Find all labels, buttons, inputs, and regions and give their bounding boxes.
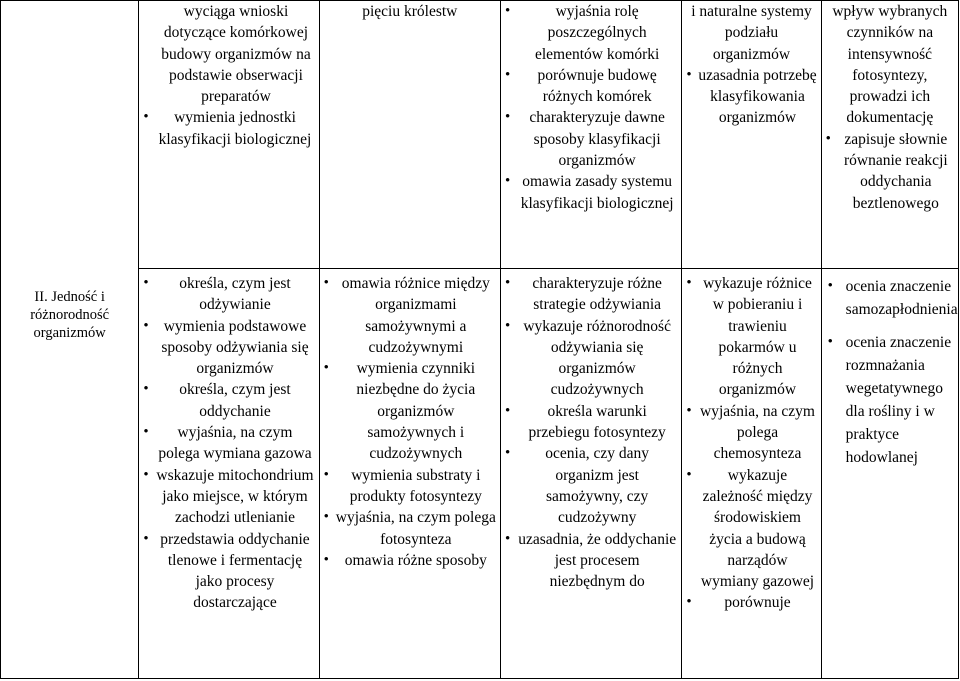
table-cell — [139, 1, 319, 269]
list-item: • wymienia substraty i produkty fotosyntezy — [324, 465, 496, 508]
table-cell — [682, 269, 821, 679]
list-item: • porównuje — [686, 592, 816, 613]
table-cell — [500, 269, 681, 679]
list-item: • uzasadnia potrzebę klasyfikowania organizmów — [686, 65, 816, 129]
list-item: • wymienia czynniki niezbędne do życia organizmów samożywnych i cudzożywnych — [324, 358, 496, 464]
list-item: • określa warunki przebiegu fotosyntezy — [505, 401, 677, 444]
list-item: • wyjaśnia, na czym polega wymiana gazowa — [143, 422, 314, 465]
table-cell — [500, 1, 681, 269]
list-item: • wyjaśnia, na czym polega chemosynteza — [686, 401, 816, 465]
table-row — [1, 1, 959, 269]
list-item: • wyjaśnia, na czym polega fotosynteza — [324, 507, 496, 550]
list-item: pięciu królestw — [362, 3, 458, 20]
list-item: • określa, czym jest oddychanie — [143, 379, 314, 422]
list-item: • wymienia jednostki klasyfikacji biologicznej — [143, 107, 314, 150]
section-label: II. Jedność i różnorodność organizmów — [30, 289, 110, 341]
list-item: • ocenia znaczenie samozapłodnienia — [826, 275, 954, 321]
list-item: i naturalne systemy podziału organizmów — [691, 3, 812, 63]
table-row — [1, 269, 959, 679]
table-cell — [139, 269, 319, 679]
list-item: • charakteryzuje różne strategie odżywiania — [505, 273, 677, 316]
table-cell — [821, 269, 958, 679]
list-item: • porównuje budowę różnych komórek — [505, 65, 677, 108]
list-item: wyciąga wnioski dotyczące komórkowej budowy organizmów na podstawie obserwacji preparatów — [161, 3, 311, 106]
list-item: • omawia różne sposoby — [324, 550, 496, 571]
table-cell — [682, 1, 821, 269]
table-cell — [319, 269, 500, 679]
list-item: • wskazuje mitochondrium jako miejsce, w którym zachodzi utlenianie — [143, 465, 314, 529]
section-cell — [1, 1, 139, 679]
table-cell — [821, 1, 958, 269]
list-item: • wykazuje różnorodność odżywiania się organizmów cudzożywnych — [505, 316, 677, 401]
list-item: • ocenia, czy dany organizm jest samożywny, czy cudzożywny — [505, 443, 677, 528]
list-item: • przedstawia oddychanie tlenowe i fermentację jako procesy dostarczające — [143, 529, 314, 614]
list-item: wpływ wybranych czynników na intensywność fotosyntezy, prowadzi ich dokumentację — [832, 3, 948, 127]
table-cell — [319, 1, 500, 269]
list-item: • wykazuje zależność między środowiskiem życia a budową narządów wymiany gazowej — [686, 465, 816, 593]
list-item: • ocenia znaczenie rozmnażania wegetatywnego dla rośliny i w praktyce hodowlanej — [826, 331, 954, 469]
list-item: • wykazuje różnice w pobieraniu i trawieniu pokarmów u różnych organizmów — [686, 273, 816, 401]
list-item: • zapisuje słownie równanie reakcji oddychania beztlenowego — [826, 129, 954, 214]
list-item: • wyjaśnia rolę poszczególnych elementów komórki — [505, 1, 677, 65]
list-item: • charakteryzuje dawne sposoby klasyfikacji organizmów — [505, 107, 677, 171]
list-item: • określa, czym jest odżywianie — [143, 273, 314, 316]
list-item: • uzasadnia, że oddychanie jest procesem niezbędnym do — [505, 529, 677, 593]
list-item: • omawia różnice między organizmami samożywnymi a cudzożywnymi — [324, 273, 496, 358]
list-item: • omawia zasady systemu klasyfikacji biologicznej — [505, 171, 677, 214]
list-item: • wymienia podstawowe sposoby odżywiania się organizmów — [143, 316, 314, 380]
